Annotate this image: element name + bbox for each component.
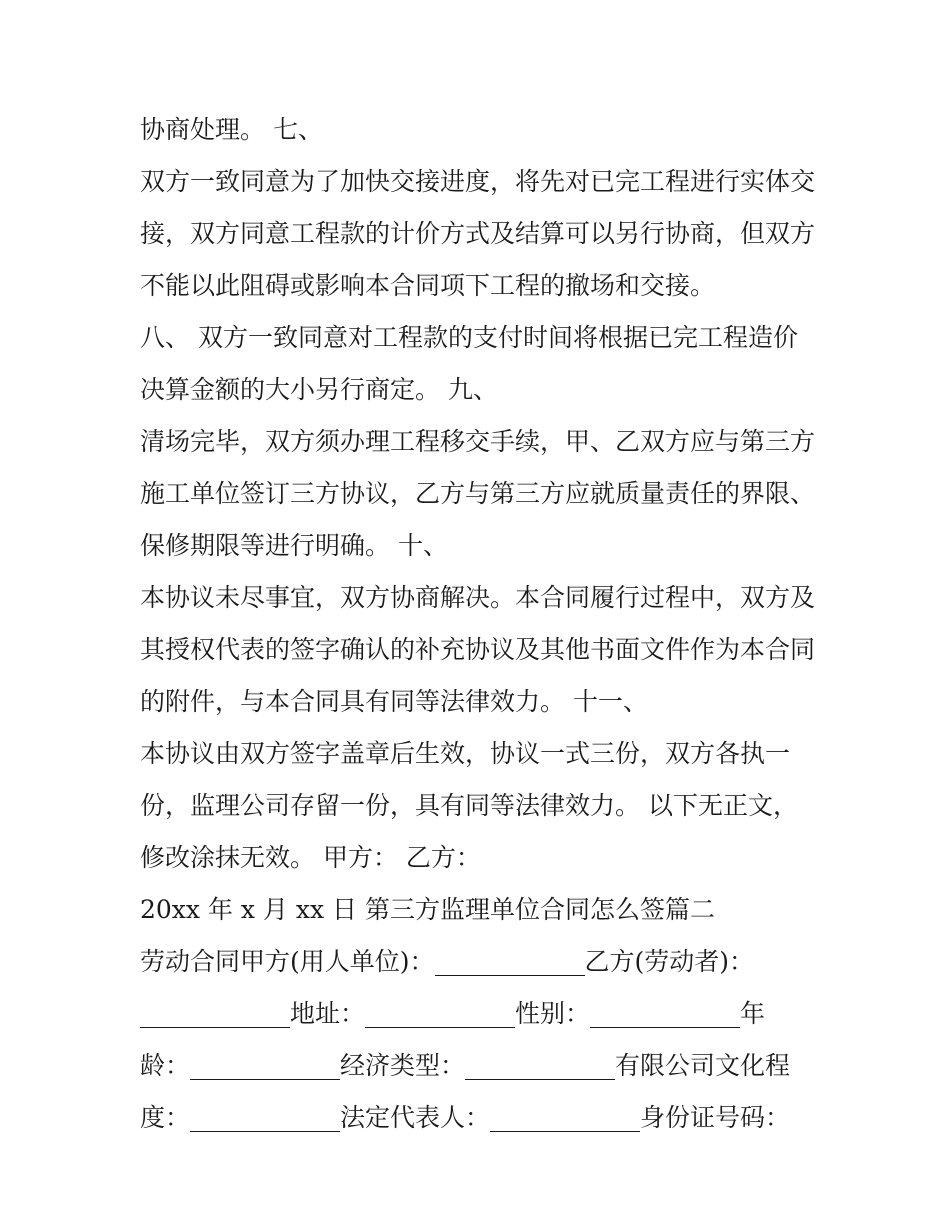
age-label-end: 龄： [140, 1051, 191, 1080]
employer-blank [435, 943, 585, 976]
employee-name-blank [140, 995, 290, 1028]
education-label-end: 度： [140, 1103, 191, 1132]
section-heading-line: 20xx 年 x 月 xx 日 第三方监理单位合同怎么签篇二 [140, 895, 715, 924]
paragraph-line: 双方一致同意为了加快交接进度，将先对已完工程进行实体交 [140, 167, 816, 196]
age-blank [190, 1047, 340, 1080]
form-line-age [140, 1044, 820, 1096]
legal-rep-blank [490, 1099, 640, 1132]
address-label: 地址： [290, 999, 366, 1028]
paragraph-line: 决算金额的大小另行商定。 九、 [140, 375, 498, 404]
economic-type-label: 经济类型： [340, 1051, 466, 1080]
age-label-start: 年 [740, 999, 766, 1028]
education-label-start: 有限公司文化程 [615, 1051, 791, 1080]
paragraph-line: 不能以此阻碍或影响本合同项下工程的撤场和交接。 [140, 271, 716, 300]
paragraph-line: 协商处理。 七、 [140, 115, 323, 144]
economic-type-blank [465, 1047, 615, 1080]
contract-text [140, 108, 820, 1148]
paragraph-line: 修改涂抹无效。 甲方： 乙方： [140, 843, 481, 872]
form-line-employer [140, 940, 820, 992]
paragraph-line: 接，双方同意工程款的计价方式及结算可以另行协商，但双方 [140, 219, 816, 248]
address-blank [365, 995, 515, 1028]
paragraph-line: 八、 双方一致同意对工程款的支付时间将根据已完工程造价 [140, 323, 798, 352]
employee-label: 乙方(劳动者)： [584, 947, 755, 976]
employer-label: 劳动合同甲方(用人单位)： [140, 947, 435, 976]
paragraph-line: 保修期限等进行明确。 十、 [140, 531, 448, 560]
paragraph-line: 的附件，与本合同具有同等法律效力。 十一、 [140, 687, 648, 716]
paragraph-line: 施工单位签订三方协议，乙方与第三方应就质量责任的界限、 [140, 479, 816, 508]
paragraph-line: 本协议未尽事宜，双方协商解决。本合同履行过程中，双方及 [140, 583, 816, 612]
gender-label: 性别： [515, 999, 591, 1028]
paragraph-line: 清场完毕，双方须办理工程移交手续，甲、乙双方应与第三方 [140, 427, 816, 456]
form-line-education [140, 1096, 820, 1148]
paragraph-line: 本协议由双方签字盖章后生效，协议一式三份，双方各执一 [140, 739, 791, 768]
gender-blank [590, 995, 740, 1028]
paragraph-line: 其授权代表的签字确认的补充协议及其他书面文件作为本合同 [140, 635, 816, 664]
id-number-label: 身份证号码： [640, 1103, 791, 1132]
form-line-address [140, 992, 820, 1044]
education-blank [190, 1099, 340, 1132]
legal-rep-label: 法定代表人： [340, 1103, 491, 1132]
paragraph-line: 份，监理公司存留一份，具有同等法律效力。 以下无正文， [140, 791, 798, 820]
